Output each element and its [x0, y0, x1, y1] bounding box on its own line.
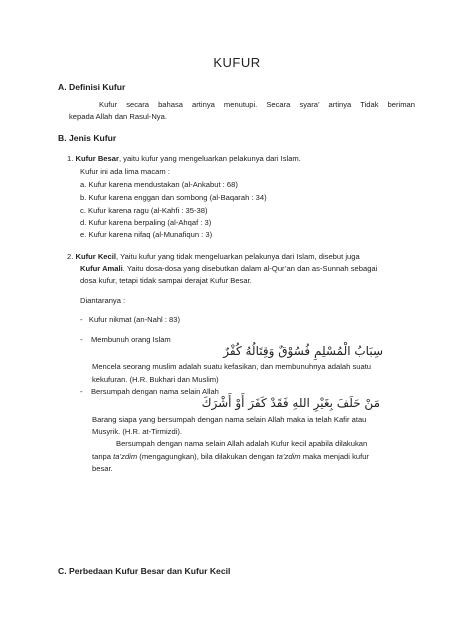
dash-bullet: - — [80, 315, 83, 324]
kufur-kecil-definition: , Yaitu kufur yang tidak mengeluarkan pelakunya dari Islam, disebut juga — [115, 252, 360, 261]
kufur-besar-type-e: e. Kufur karena nifaq (al-Munafiqun : 3) — [80, 230, 213, 239]
item-number: 2. — [67, 252, 74, 261]
closing-line1: Bersumpah dengan nama selain Allah adalah Kufur kecil apabila dilakukan — [116, 439, 368, 448]
kufur-kecil-line3: dosa kufur, tetapi tidak sampai derajat Kufur Besar. — [80, 276, 252, 285]
hadith-arabic-2: مَنْ حَلَفَ بِغَيْرِ اللهِ فَقَدْ كَفَرَ أَوْ أَشْرَكَ — [201, 396, 380, 410]
hadith-translation-2-line1: Barang siapa yang bersumpah dengan nama selain Allah maka ia telah Kafir atau — [92, 415, 367, 424]
hadith-translation-1-line1: Mencela seorang muslim adalah suatu kefasikan, dan membunuhnya adalah suatu — [92, 362, 372, 371]
kufur-kecil-line1 — [67, 251, 417, 264]
kufur-kecil-term: Kufur Kecil — [75, 252, 116, 261]
closing-text: (mengagungkan), bila dilakukan dengan — [137, 452, 277, 461]
kufur-besar-item — [67, 153, 301, 166]
closing-line3: besar. — [92, 464, 113, 473]
section-a-paragraph-line1: Kufur secara bahasa artinya menutupi. Secara syara’ artinya Tidak beriman — [99, 100, 415, 109]
document-title: KUFUR — [213, 55, 261, 70]
kufur-amali-term: Kufur Amali — [80, 264, 123, 273]
tazdim-term: ta’zdim — [113, 452, 138, 461]
kufur-kecil-line2 — [80, 263, 377, 276]
kufur-besar-type-d: d. Kufur karena berpaling (al-Ahqaf : 3) — [80, 218, 212, 227]
sub-item-text: Membunuh orang Islam — [90, 335, 171, 344]
item-number: 1. — [67, 154, 74, 163]
sub-item-text: Kufur nikmat (an-Nahl : 83) — [88, 315, 181, 324]
kufur-besar-term: Kufur Besar — [75, 154, 119, 163]
kufur-besar-type-b: b. Kufur karena enggan dan sombong (al-Baqarah : 34) — [80, 193, 267, 202]
dash-bullet: - — [80, 387, 83, 396]
tazdim-term: ta’zdim — [276, 452, 301, 461]
sub-item-text: Bersumpah dengan nama selain Allah — [90, 387, 219, 396]
dash-bullet: - — [80, 335, 83, 344]
closing-text: maka menjadi kufur — [300, 452, 369, 461]
hadith-arabic-1: سِبَابُ الْمُسْلِمِ فُسُوْقٌ وَقِتَالُهُ كُفْرٌ — [223, 344, 383, 358]
kufur-besar-type-a: a. Kufur karena mendustakan (al-Ankabut : 68) — [80, 180, 238, 189]
hadith-translation-2-line2: Musyrik. (H.R. at-Tirmizdi). — [92, 427, 182, 436]
closing-line2 — [92, 451, 369, 464]
kufur-amali-definition: . Yaitu dosa-dosa yang disebutkan dalam al-Qur’an dan as-Sunnah sebagai — [122, 264, 378, 273]
sub-item-membunuh — [80, 334, 171, 347]
section-a-paragraph-line2: kepada Allah dan Rasul-Nya. — [69, 112, 167, 121]
diantaranya-label: Diantaranya : — [80, 296, 126, 305]
section-a-heading: A. Definisi Kufur — [58, 82, 126, 92]
closing-text: tanpa — [92, 452, 114, 461]
kufur-besar-type-c: c. Kufur karena ragu (al-Kahfi : 35-38) — [80, 206, 208, 215]
hadith-translation-1-line2: kekufuran. (H.R. Bukhari dan Muslim) — [92, 375, 219, 384]
kufur-besar-intro: Kufur ini ada lima macam : — [80, 167, 170, 176]
kufur-besar-definition: , yaitu kufur yang mengeluarkan pelakunya dari Islam. — [118, 154, 301, 163]
sub-item-kufur-nikmat — [80, 314, 180, 327]
section-c-heading: C. Perbedaan Kufur Besar dan Kufur Kecil — [58, 566, 231, 576]
section-b-heading: B. Jenis Kufur — [58, 133, 117, 143]
